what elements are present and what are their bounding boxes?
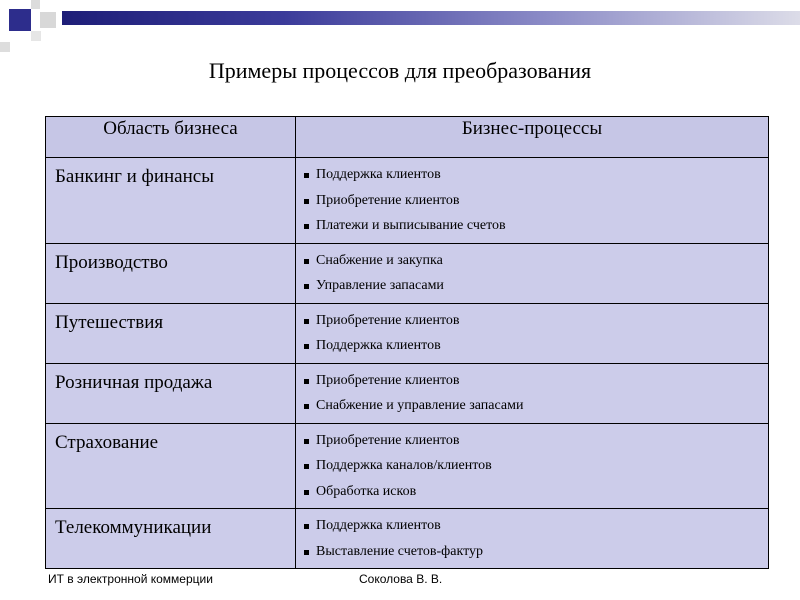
processes-cell [296,303,769,363]
process-item: Обработка исков [304,479,762,505]
processes-cell [296,363,769,423]
process-item: Поддержка клиентов [304,333,762,359]
process-item: Платежи и выписывание счетов [304,213,762,239]
page-title: Примеры процессов для преобразования [208,58,592,83]
process-item: Поддержка каналов/клиентов [304,453,762,479]
column-header-processes: Бизнес-процессы [296,117,769,158]
table-row [46,423,769,509]
business-area-cell: Производство [46,243,296,303]
business-area-cell: Розничная продажа [46,363,296,423]
business-area-cell: Страхование [46,423,296,509]
processes-cell [296,158,769,244]
table-row [46,363,769,423]
process-item: Снабжение и закупка [304,248,762,274]
processes-cell [296,509,769,569]
process-item: Снабжение и управление запасами [304,393,762,419]
process-item: Поддержка клиентов [304,162,762,188]
business-area-cell: Телекоммуникации [46,509,296,569]
processes-cell [296,243,769,303]
decor-square [31,0,40,9]
footer-author: Соколова В. В. [359,572,443,586]
process-item: Приобретение клиентов [304,368,762,394]
process-item: Приобретение клиентов [304,308,762,334]
decor-square [9,9,31,31]
footer-course-title: ИТ в электронной коммерции [48,572,213,586]
table-row [46,509,769,569]
decor-square [40,12,56,28]
header-gradient-bar [62,11,800,25]
decor-square [31,31,41,41]
processes-table [45,116,769,569]
process-item: Приобретение клиентов [304,428,762,454]
process-item: Поддержка клиентов [304,513,762,539]
table-row [46,243,769,303]
table-row [46,303,769,363]
process-item: Выставление счетов-фактур [304,539,762,565]
business-area-cell: Путешествия [46,303,296,363]
process-item: Управление запасами [304,273,762,299]
table-row [46,158,769,244]
business-area-cell: Банкинг и финансы [46,158,296,244]
table-header-row [46,117,769,158]
decor-square [0,42,10,52]
process-item: Приобретение клиентов [304,188,762,214]
processes-cell [296,423,769,509]
column-header-area: Область бизнеса [46,117,296,158]
